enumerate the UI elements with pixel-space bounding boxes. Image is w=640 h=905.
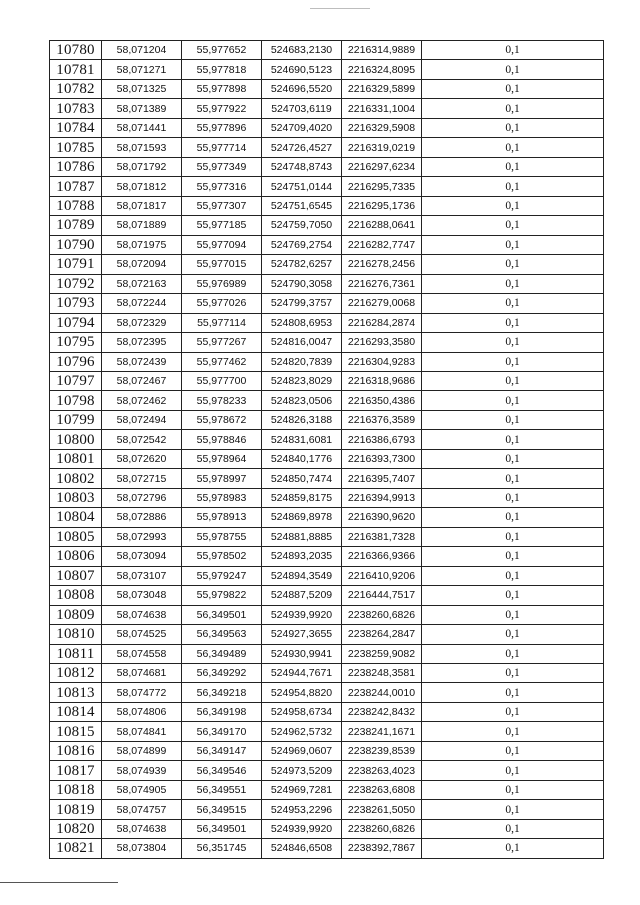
latitude-cell: 58,074525 — [102, 625, 182, 644]
value-cell: 0,1 — [422, 566, 604, 585]
point-number-cell: 10789 — [50, 216, 102, 235]
table-row — [50, 741, 604, 760]
longitude-cell: 55,977898 — [182, 79, 262, 98]
point-number-cell: 10788 — [50, 196, 102, 215]
latitude-cell: 58,074841 — [102, 722, 182, 741]
x-coordinate-cell: 524831,6081 — [262, 430, 342, 449]
longitude-cell: 55,978502 — [182, 547, 262, 566]
table-row — [50, 216, 604, 235]
point-number-cell: 10801 — [50, 449, 102, 468]
point-number-cell: 10787 — [50, 177, 102, 196]
point-number-cell: 10809 — [50, 605, 102, 624]
table-row — [50, 449, 604, 468]
x-coordinate-cell: 524683,2130 — [262, 41, 342, 60]
latitude-cell: 58,072462 — [102, 391, 182, 410]
point-number-cell: 10820 — [50, 819, 102, 838]
value-cell: 0,1 — [422, 469, 604, 488]
value-cell: 0,1 — [422, 79, 604, 98]
value-cell: 0,1 — [422, 508, 604, 527]
longitude-cell: 56,349198 — [182, 702, 262, 721]
latitude-cell: 58,074806 — [102, 702, 182, 721]
x-coordinate-cell: 524939,9920 — [262, 605, 342, 624]
value-cell: 0,1 — [422, 196, 604, 215]
table-row — [50, 469, 604, 488]
longitude-cell: 55,977652 — [182, 41, 262, 60]
value-cell: 0,1 — [422, 410, 604, 429]
longitude-cell: 56,349546 — [182, 761, 262, 780]
point-number-cell: 10821 — [50, 839, 102, 858]
x-coordinate-cell: 524782,6257 — [262, 255, 342, 274]
y-coordinate-cell: 2216410,9206 — [342, 566, 422, 585]
value-cell: 0,1 — [422, 352, 604, 371]
point-number-cell: 10781 — [50, 60, 102, 79]
longitude-cell: 55,978755 — [182, 527, 262, 546]
x-coordinate-cell: 524709,4020 — [262, 118, 342, 137]
value-cell: 0,1 — [422, 235, 604, 254]
value-cell: 0,1 — [422, 488, 604, 507]
latitude-cell: 58,074638 — [102, 819, 182, 838]
table-row — [50, 644, 604, 663]
point-number-cell: 10795 — [50, 333, 102, 352]
latitude-cell: 58,074905 — [102, 780, 182, 799]
value-cell: 0,1 — [422, 819, 604, 838]
x-coordinate-cell: 524973,5209 — [262, 761, 342, 780]
point-number-cell: 10791 — [50, 255, 102, 274]
table-row — [50, 391, 604, 410]
longitude-cell: 55,976989 — [182, 274, 262, 293]
longitude-cell: 55,978672 — [182, 410, 262, 429]
x-coordinate-cell: 524759,7050 — [262, 216, 342, 235]
longitude-cell: 55,979822 — [182, 586, 262, 605]
table-row — [50, 780, 604, 799]
value-cell: 0,1 — [422, 625, 604, 644]
table-row — [50, 625, 604, 644]
value-cell: 0,1 — [422, 449, 604, 468]
y-coordinate-cell: 2216444,7517 — [342, 586, 422, 605]
longitude-cell: 55,977307 — [182, 196, 262, 215]
latitude-cell: 58,071889 — [102, 216, 182, 235]
y-coordinate-cell: 2216394,9913 — [342, 488, 422, 507]
point-number-cell: 10800 — [50, 430, 102, 449]
table-row — [50, 99, 604, 118]
latitude-cell: 58,072163 — [102, 274, 182, 293]
y-coordinate-cell: 2216381,7328 — [342, 527, 422, 546]
point-number-cell: 10815 — [50, 722, 102, 741]
value-cell: 0,1 — [422, 605, 604, 624]
x-coordinate-cell: 524869,8978 — [262, 508, 342, 527]
point-number-cell: 10810 — [50, 625, 102, 644]
point-number-cell: 10811 — [50, 644, 102, 663]
longitude-cell: 56,349501 — [182, 819, 262, 838]
table-row — [50, 819, 604, 838]
y-coordinate-cell: 2238260,6826 — [342, 605, 422, 624]
x-coordinate-cell: 524859,8175 — [262, 488, 342, 507]
y-coordinate-cell: 2238263,4023 — [342, 761, 422, 780]
longitude-cell: 55,977714 — [182, 138, 262, 157]
y-coordinate-cell: 2216279,0068 — [342, 294, 422, 313]
table-row — [50, 683, 604, 702]
y-coordinate-cell: 2216324,8095 — [342, 60, 422, 79]
point-number-cell: 10780 — [50, 41, 102, 60]
value-cell: 0,1 — [422, 800, 604, 819]
latitude-cell: 58,071389 — [102, 99, 182, 118]
table-row — [50, 41, 604, 60]
x-coordinate-cell: 524790,3058 — [262, 274, 342, 293]
table-row — [50, 664, 604, 683]
y-coordinate-cell: 2216393,7300 — [342, 449, 422, 468]
table-row — [50, 430, 604, 449]
latitude-cell: 58,072329 — [102, 313, 182, 332]
point-number-cell: 10806 — [50, 547, 102, 566]
latitude-cell: 58,074772 — [102, 683, 182, 702]
value-cell: 0,1 — [422, 177, 604, 196]
longitude-cell: 55,978983 — [182, 488, 262, 507]
table-row — [50, 371, 604, 390]
latitude-cell: 58,071593 — [102, 138, 182, 157]
latitude-cell: 58,074757 — [102, 800, 182, 819]
y-coordinate-cell: 2238264,2847 — [342, 625, 422, 644]
latitude-cell: 58,072467 — [102, 371, 182, 390]
table-row — [50, 313, 604, 332]
table-row — [50, 196, 604, 215]
x-coordinate-cell: 524850,7474 — [262, 469, 342, 488]
value-cell: 0,1 — [422, 702, 604, 721]
y-coordinate-cell: 2216331,1004 — [342, 99, 422, 118]
table-row — [50, 255, 604, 274]
latitude-cell: 58,072715 — [102, 469, 182, 488]
longitude-cell: 55,977316 — [182, 177, 262, 196]
value-cell: 0,1 — [422, 274, 604, 293]
latitude-cell: 58,071271 — [102, 60, 182, 79]
latitude-cell: 58,072494 — [102, 410, 182, 429]
latitude-cell: 58,074558 — [102, 644, 182, 663]
value-cell: 0,1 — [422, 527, 604, 546]
value-cell: 0,1 — [422, 294, 604, 313]
x-coordinate-cell: 524927,3655 — [262, 625, 342, 644]
table-row — [50, 488, 604, 507]
table-row — [50, 527, 604, 546]
value-cell: 0,1 — [422, 391, 604, 410]
longitude-cell: 56,349292 — [182, 664, 262, 683]
longitude-cell: 55,977462 — [182, 352, 262, 371]
latitude-cell: 58,073107 — [102, 566, 182, 585]
point-number-cell: 10805 — [50, 527, 102, 546]
y-coordinate-cell: 2216376,3589 — [342, 410, 422, 429]
value-cell: 0,1 — [422, 118, 604, 137]
longitude-cell: 56,349218 — [182, 683, 262, 702]
table-row — [50, 800, 604, 819]
point-number-cell: 10799 — [50, 410, 102, 429]
latitude-cell: 58,073804 — [102, 839, 182, 858]
table-row — [50, 586, 604, 605]
x-coordinate-cell: 524887,5209 — [262, 586, 342, 605]
latitude-cell: 58,074681 — [102, 664, 182, 683]
x-coordinate-cell: 524894,3549 — [262, 566, 342, 585]
x-coordinate-cell: 524953,2296 — [262, 800, 342, 819]
value-cell: 0,1 — [422, 741, 604, 760]
latitude-cell: 58,072796 — [102, 488, 182, 507]
table-row — [50, 118, 604, 137]
y-coordinate-cell: 2216318,9686 — [342, 371, 422, 390]
latitude-cell: 58,071325 — [102, 79, 182, 98]
table-row — [50, 508, 604, 527]
latitude-cell: 58,071792 — [102, 157, 182, 176]
x-coordinate-cell: 524703,6119 — [262, 99, 342, 118]
table-row — [50, 605, 604, 624]
longitude-cell: 55,977818 — [182, 60, 262, 79]
y-coordinate-cell: 2216319,0219 — [342, 138, 422, 157]
x-coordinate-cell: 524944,7671 — [262, 664, 342, 683]
x-coordinate-cell: 524930,9941 — [262, 644, 342, 663]
latitude-cell: 58,072620 — [102, 449, 182, 468]
latitude-cell: 58,071812 — [102, 177, 182, 196]
value-cell: 0,1 — [422, 216, 604, 235]
value-cell: 0,1 — [422, 255, 604, 274]
value-cell: 0,1 — [422, 138, 604, 157]
x-coordinate-cell: 524823,0506 — [262, 391, 342, 410]
table-row — [50, 839, 604, 858]
x-coordinate-cell: 524751,6545 — [262, 196, 342, 215]
latitude-cell: 58,071975 — [102, 235, 182, 254]
latitude-cell: 58,071441 — [102, 118, 182, 137]
latitude-cell: 58,072542 — [102, 430, 182, 449]
point-number-cell: 10814 — [50, 702, 102, 721]
point-number-cell: 10819 — [50, 800, 102, 819]
table-row — [50, 761, 604, 780]
y-coordinate-cell: 2238260,6826 — [342, 819, 422, 838]
value-cell: 0,1 — [422, 586, 604, 605]
point-number-cell: 10797 — [50, 371, 102, 390]
x-coordinate-cell: 524962,5732 — [262, 722, 342, 741]
value-cell: 0,1 — [422, 780, 604, 799]
value-cell: 0,1 — [422, 547, 604, 566]
table-row — [50, 294, 604, 313]
x-coordinate-cell: 524696,5520 — [262, 79, 342, 98]
y-coordinate-cell: 2216288,0641 — [342, 216, 422, 235]
value-cell: 0,1 — [422, 761, 604, 780]
value-cell: 0,1 — [422, 683, 604, 702]
longitude-cell: 56,349147 — [182, 741, 262, 760]
longitude-cell: 55,977349 — [182, 157, 262, 176]
x-coordinate-cell: 524726,4527 — [262, 138, 342, 157]
y-coordinate-cell: 2216304,9283 — [342, 352, 422, 371]
point-number-cell: 10783 — [50, 99, 102, 118]
latitude-cell: 58,074638 — [102, 605, 182, 624]
longitude-cell: 55,977026 — [182, 294, 262, 313]
y-coordinate-cell: 2216329,5899 — [342, 79, 422, 98]
table-row — [50, 702, 604, 721]
table-row — [50, 722, 604, 741]
point-number-cell: 10807 — [50, 566, 102, 585]
x-coordinate-cell: 524751,0144 — [262, 177, 342, 196]
coordinates-table — [49, 40, 604, 859]
latitude-cell: 58,074939 — [102, 761, 182, 780]
x-coordinate-cell: 524954,8820 — [262, 683, 342, 702]
longitude-cell: 55,978997 — [182, 469, 262, 488]
latitude-cell: 58,072439 — [102, 352, 182, 371]
table-row — [50, 410, 604, 429]
top-edge-line — [310, 8, 370, 9]
longitude-cell: 56,349563 — [182, 625, 262, 644]
y-coordinate-cell: 2238392,7867 — [342, 839, 422, 858]
latitude-cell: 58,072395 — [102, 333, 182, 352]
latitude-cell: 58,074899 — [102, 741, 182, 760]
longitude-cell: 55,977922 — [182, 99, 262, 118]
point-number-cell: 10813 — [50, 683, 102, 702]
table-row — [50, 333, 604, 352]
latitude-cell: 58,073048 — [102, 586, 182, 605]
x-coordinate-cell: 524799,3757 — [262, 294, 342, 313]
y-coordinate-cell: 2216329,5908 — [342, 118, 422, 137]
latitude-cell: 58,072993 — [102, 527, 182, 546]
latitude-cell: 58,072886 — [102, 508, 182, 527]
y-coordinate-cell: 2238242,8432 — [342, 702, 422, 721]
longitude-cell: 55,978233 — [182, 391, 262, 410]
value-cell: 0,1 — [422, 644, 604, 663]
point-number-cell: 10804 — [50, 508, 102, 527]
point-number-cell: 10816 — [50, 741, 102, 760]
longitude-cell: 56,349489 — [182, 644, 262, 663]
coordinates-table-body — [50, 41, 604, 859]
y-coordinate-cell: 2216295,7335 — [342, 177, 422, 196]
point-number-cell: 10785 — [50, 138, 102, 157]
x-coordinate-cell: 524808,6953 — [262, 313, 342, 332]
latitude-cell: 58,071204 — [102, 41, 182, 60]
point-number-cell: 10812 — [50, 664, 102, 683]
x-coordinate-cell: 524816,0047 — [262, 333, 342, 352]
y-coordinate-cell: 2216284,2874 — [342, 313, 422, 332]
point-number-cell: 10784 — [50, 118, 102, 137]
point-number-cell: 10782 — [50, 79, 102, 98]
x-coordinate-cell: 524893,2035 — [262, 547, 342, 566]
y-coordinate-cell: 2216282,7747 — [342, 235, 422, 254]
y-coordinate-cell: 2216295,1736 — [342, 196, 422, 215]
longitude-cell: 55,977700 — [182, 371, 262, 390]
longitude-cell: 56,351745 — [182, 839, 262, 858]
longitude-cell: 56,349551 — [182, 780, 262, 799]
longitude-cell: 56,349515 — [182, 800, 262, 819]
footnote-separator — [0, 882, 118, 883]
x-coordinate-cell: 524958,6734 — [262, 702, 342, 721]
longitude-cell: 56,349170 — [182, 722, 262, 741]
longitude-cell: 55,977094 — [182, 235, 262, 254]
value-cell: 0,1 — [422, 60, 604, 79]
table-row — [50, 274, 604, 293]
value-cell: 0,1 — [422, 333, 604, 352]
y-coordinate-cell: 2216314,9889 — [342, 41, 422, 60]
table-row — [50, 235, 604, 254]
y-coordinate-cell: 2238239,8539 — [342, 741, 422, 760]
longitude-cell: 55,977114 — [182, 313, 262, 332]
value-cell: 0,1 — [422, 41, 604, 60]
y-coordinate-cell: 2216278,2456 — [342, 255, 422, 274]
y-coordinate-cell: 2238244,0010 — [342, 683, 422, 702]
point-number-cell: 10798 — [50, 391, 102, 410]
longitude-cell: 56,349501 — [182, 605, 262, 624]
longitude-cell: 55,977896 — [182, 118, 262, 137]
x-coordinate-cell: 524846,6508 — [262, 839, 342, 858]
table-row — [50, 138, 604, 157]
y-coordinate-cell: 2216390,9620 — [342, 508, 422, 527]
point-number-cell: 10790 — [50, 235, 102, 254]
latitude-cell: 58,072094 — [102, 255, 182, 274]
x-coordinate-cell: 524840,1776 — [262, 449, 342, 468]
point-number-cell: 10808 — [50, 586, 102, 605]
point-number-cell: 10818 — [50, 780, 102, 799]
point-number-cell: 10794 — [50, 313, 102, 332]
latitude-cell: 58,072244 — [102, 294, 182, 313]
x-coordinate-cell: 524823,8029 — [262, 371, 342, 390]
y-coordinate-cell: 2216293,3580 — [342, 333, 422, 352]
value-cell: 0,1 — [422, 664, 604, 683]
y-coordinate-cell: 2216297,6234 — [342, 157, 422, 176]
value-cell: 0,1 — [422, 313, 604, 332]
value-cell: 0,1 — [422, 371, 604, 390]
table-row — [50, 60, 604, 79]
point-number-cell: 10786 — [50, 157, 102, 176]
longitude-cell: 55,978964 — [182, 449, 262, 468]
longitude-cell: 55,978913 — [182, 508, 262, 527]
y-coordinate-cell: 2238263,6808 — [342, 780, 422, 799]
point-number-cell: 10793 — [50, 294, 102, 313]
x-coordinate-cell: 524690,5123 — [262, 60, 342, 79]
table-row — [50, 352, 604, 371]
longitude-cell: 55,979247 — [182, 566, 262, 585]
value-cell: 0,1 — [422, 430, 604, 449]
y-coordinate-cell: 2216366,9366 — [342, 547, 422, 566]
x-coordinate-cell: 524820,7839 — [262, 352, 342, 371]
x-coordinate-cell: 524939,9920 — [262, 819, 342, 838]
point-number-cell: 10792 — [50, 274, 102, 293]
y-coordinate-cell: 2216386,6793 — [342, 430, 422, 449]
value-cell: 0,1 — [422, 722, 604, 741]
point-number-cell: 10803 — [50, 488, 102, 507]
y-coordinate-cell: 2238261,5050 — [342, 800, 422, 819]
y-coordinate-cell: 2216395,7407 — [342, 469, 422, 488]
table-row — [50, 547, 604, 566]
y-coordinate-cell: 2238259,9082 — [342, 644, 422, 663]
y-coordinate-cell: 2216350,4386 — [342, 391, 422, 410]
longitude-cell: 55,977267 — [182, 333, 262, 352]
y-coordinate-cell: 2238248,3581 — [342, 664, 422, 683]
latitude-cell: 58,071817 — [102, 196, 182, 215]
x-coordinate-cell: 524826,3188 — [262, 410, 342, 429]
table-row — [50, 566, 604, 585]
longitude-cell: 55,978846 — [182, 430, 262, 449]
x-coordinate-cell: 524769,2754 — [262, 235, 342, 254]
x-coordinate-cell: 524969,7281 — [262, 780, 342, 799]
x-coordinate-cell: 524748,8743 — [262, 157, 342, 176]
table-row — [50, 157, 604, 176]
longitude-cell: 55,977185 — [182, 216, 262, 235]
table-row — [50, 177, 604, 196]
point-number-cell: 10802 — [50, 469, 102, 488]
value-cell: 0,1 — [422, 839, 604, 858]
table-row — [50, 79, 604, 98]
value-cell: 0,1 — [422, 157, 604, 176]
x-coordinate-cell: 524969,0607 — [262, 741, 342, 760]
latitude-cell: 58,073094 — [102, 547, 182, 566]
point-number-cell: 10817 — [50, 761, 102, 780]
y-coordinate-cell: 2238241,1671 — [342, 722, 422, 741]
y-coordinate-cell: 2216276,7361 — [342, 274, 422, 293]
longitude-cell: 55,977015 — [182, 255, 262, 274]
value-cell: 0,1 — [422, 99, 604, 118]
point-number-cell: 10796 — [50, 352, 102, 371]
x-coordinate-cell: 524881,8885 — [262, 527, 342, 546]
